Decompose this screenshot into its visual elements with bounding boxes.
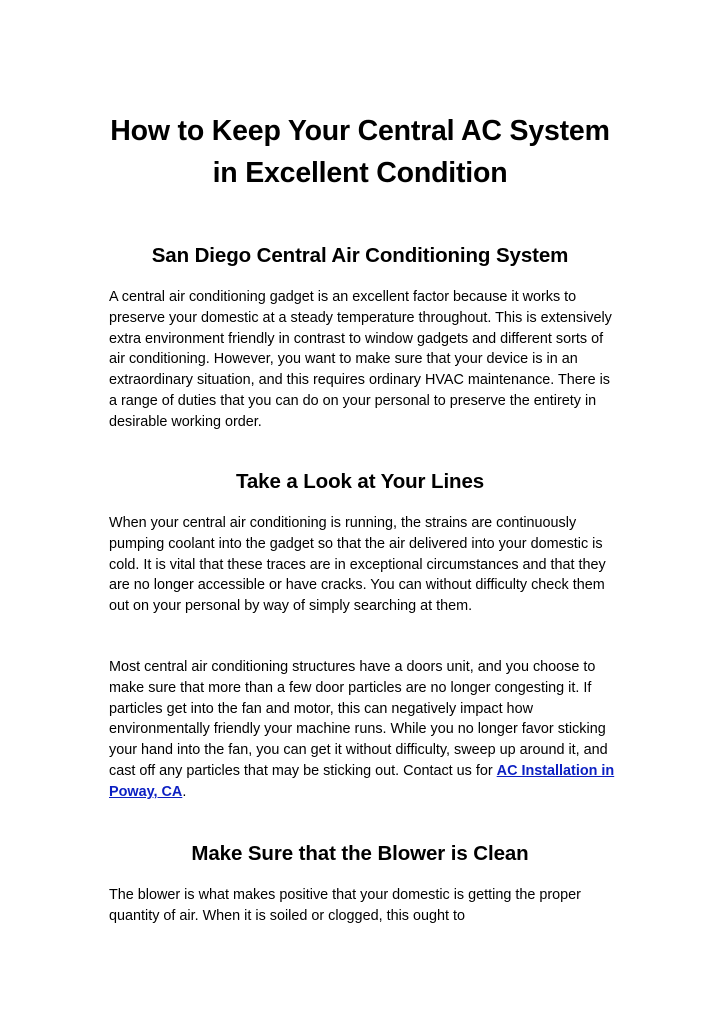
section-heading-blower: Make Sure that the Blower is Clean	[191, 842, 529, 865]
title-line-2: in Excellent Condition	[212, 157, 508, 189]
paragraph-doors-unit-text: Most central air conditioning structures have a doors unit, and you choose to make sure that more than a few door particles are no longer congesting it. If particles get into the fan and motor, this can negatively impact how environmentally friendly your machine runs. While you no longer favor sticking your hand into the fan, you can get it without difficulty, sweep up around it, and cast off any particles that may be sticking out. Contact us for	[109, 659, 608, 779]
paragraph-blower: The blower is what makes positive that your domestic is getting the proper quantity of air. When it is soiled or clogged, this ought to	[109, 887, 581, 924]
ac-installation-link[interactable]: AC Installation in Poway, CA	[109, 762, 615, 800]
paragraph-lines: When your central air conditioning is running, the strains are continuously pumping coolant into the gadget so that the air delivered into your domestic is cold. It is vital that these traces are in exceptional circumstances and that they are no longer accessible or have cracks. You can without difficulty check them out on your personal by way of simply searching at them.	[109, 515, 606, 615]
document-title	[60, 110, 660, 194]
section-heading-san-diego: San Diego Central Air Conditioning System	[151, 244, 569, 267]
title-line-1: How to Keep Your Central AC System	[110, 115, 610, 147]
section-heading-lines: Take a Look at Your Lines	[235, 470, 485, 493]
paragraph-doors-unit-end: .	[182, 783, 187, 800]
paragraph-doors-unit	[109, 657, 617, 803]
paragraph-intro: A central air conditioning gadget is an excellent factor because it works to preserve your domestic at a steady temperature throughout. This is extensively extra environment friendly in contrast to window gadgets and different sorts of air conditioning. However, you want to make sure that your device is in an extraordinary situation, and this requires ordinary HVAC maintenance. There is a range of duties that you can do on your personal to preserve the entirety in desirable working order.	[109, 289, 612, 430]
